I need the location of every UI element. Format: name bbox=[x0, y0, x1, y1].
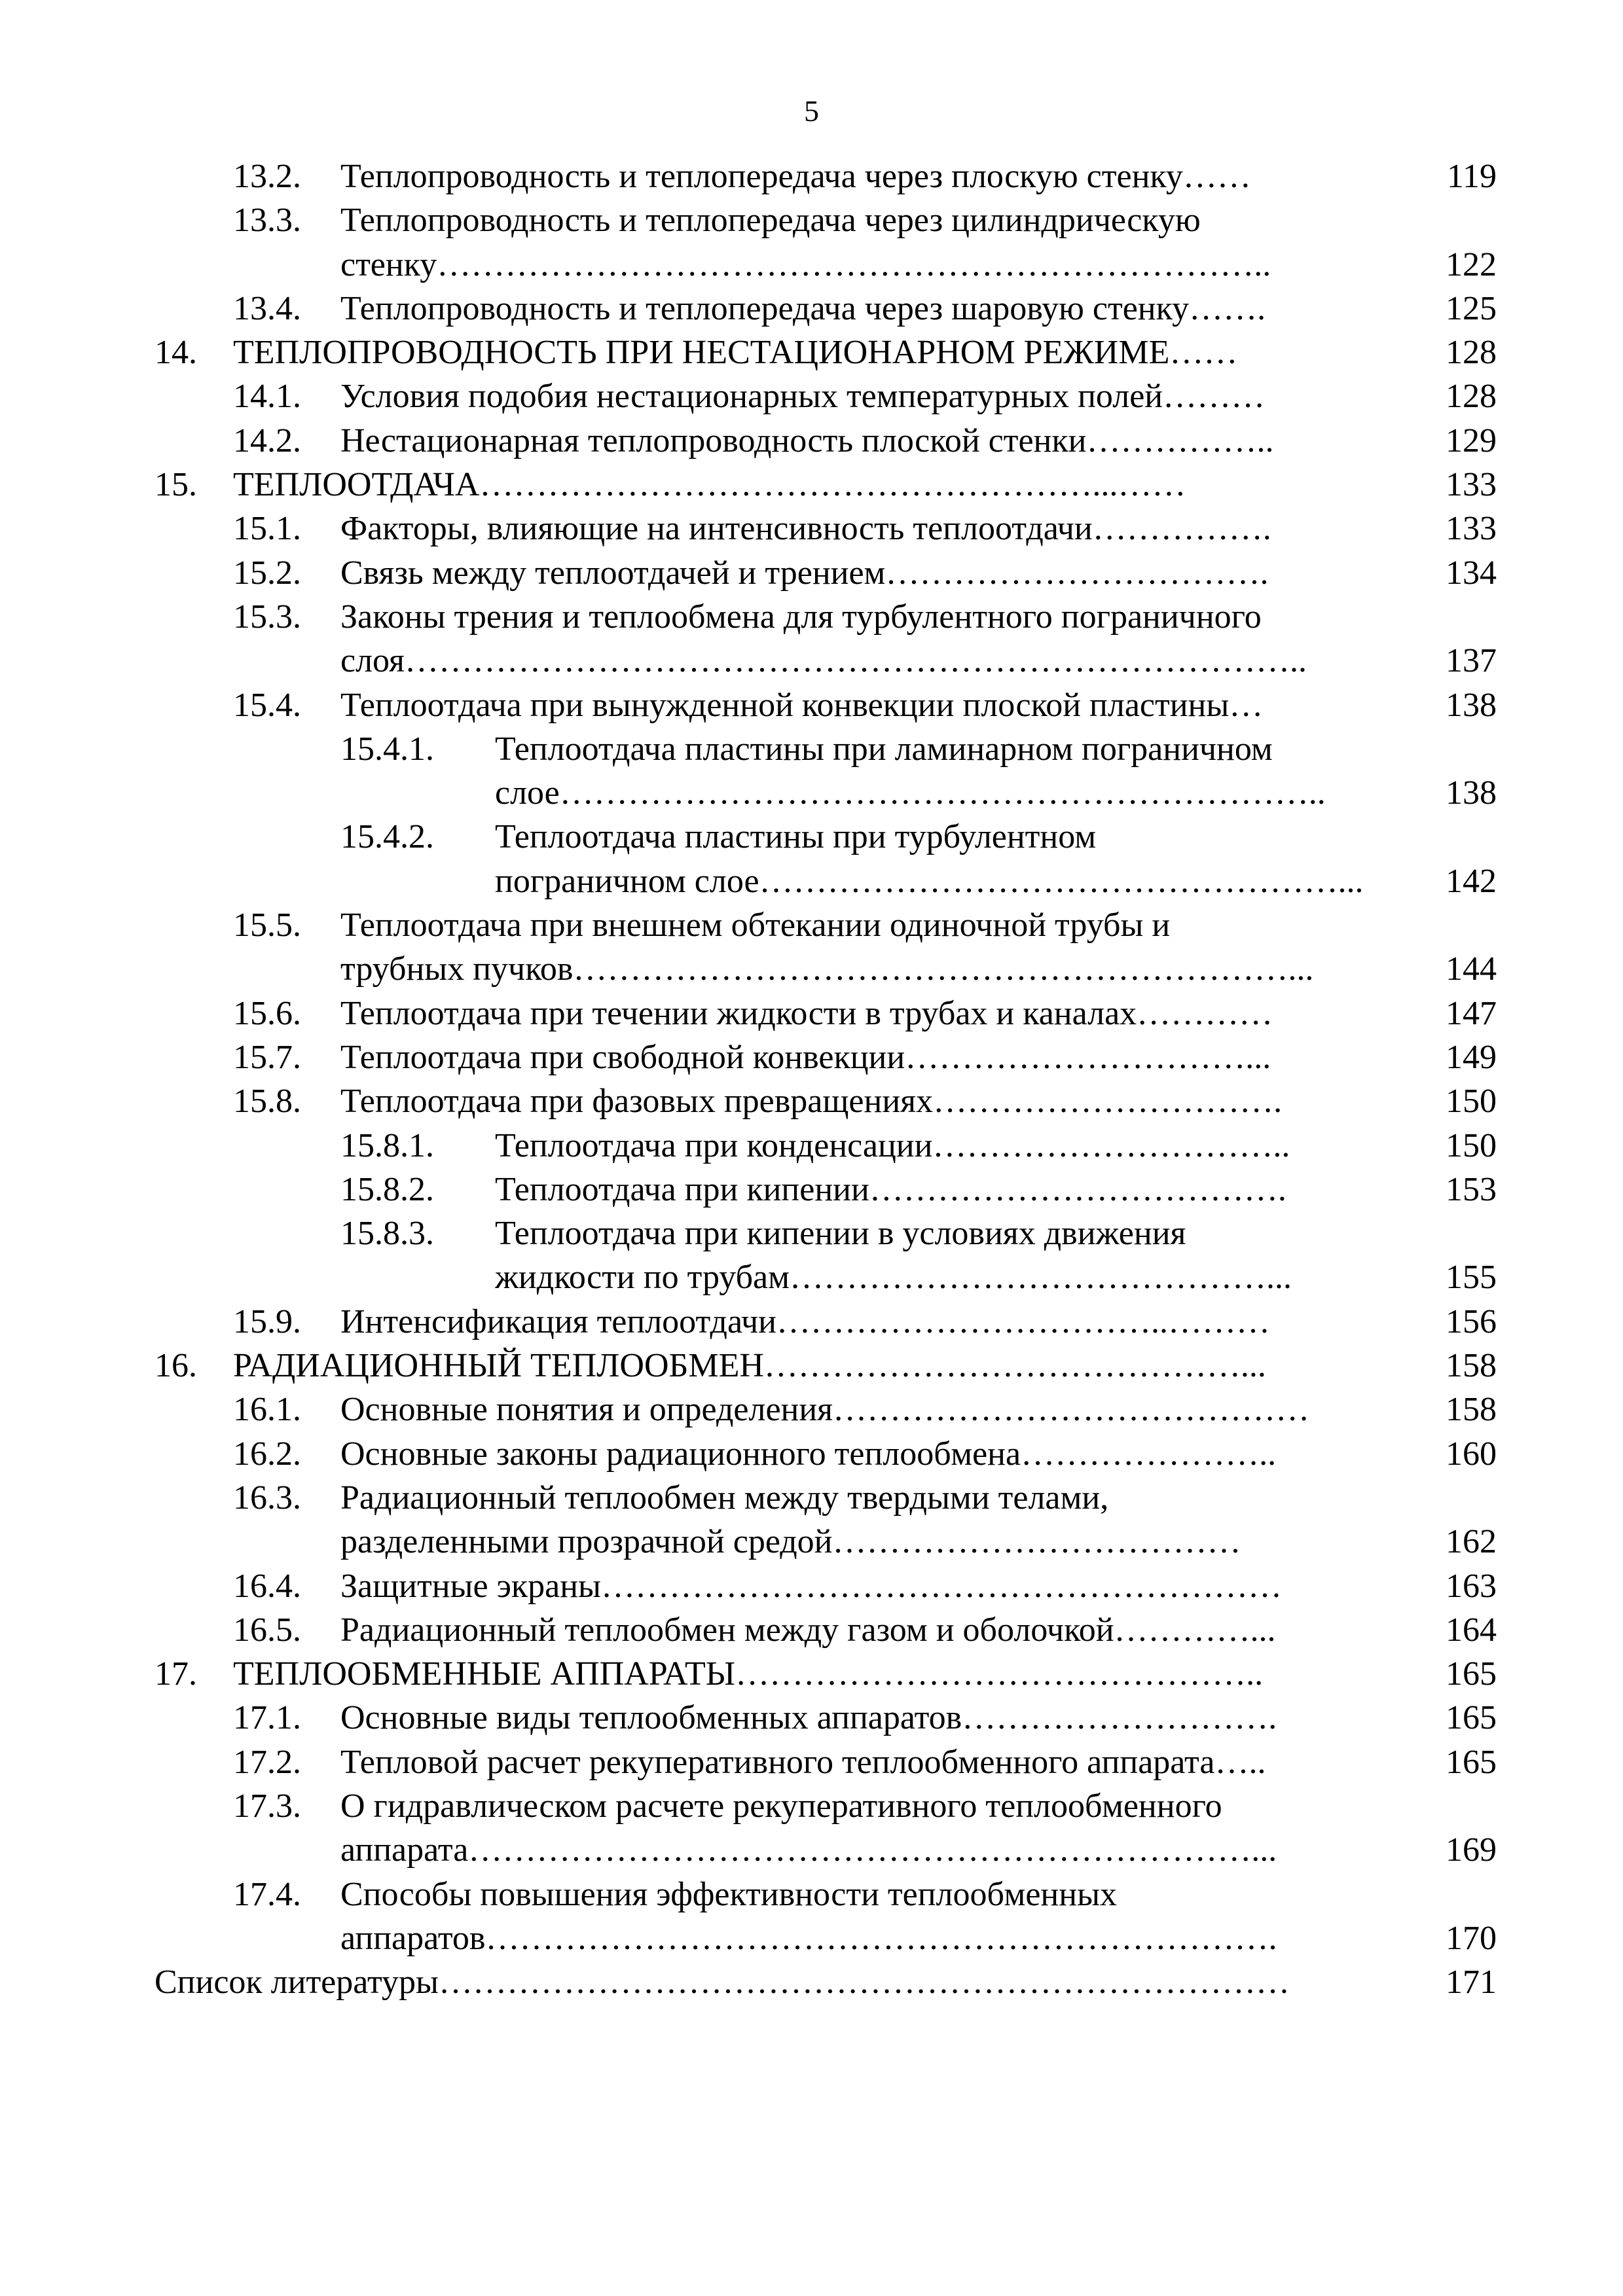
toc-entry-number: 14.2. bbox=[233, 422, 301, 459]
table-of-contents bbox=[155, 154, 1497, 2004]
toc-entry-title: Теплоотдача при кипении………………………………. bbox=[495, 1170, 1286, 1208]
toc-chapter[interactable] bbox=[155, 463, 1497, 507]
toc-subentry[interactable] bbox=[155, 1124, 1497, 1168]
toc-entry-title: Теплоотдача пластины при ламинарном пограничном bbox=[495, 730, 1273, 768]
toc-entry-number: 15.9. bbox=[233, 1302, 301, 1340]
toc-entry-number: 14. bbox=[155, 334, 197, 372]
toc-entry-title: Теплопроводность и теплопередача через шаровую стенку……. bbox=[340, 289, 1266, 327]
toc-entry-title: Нестационарная теплопроводность плоской стенки…………….. bbox=[340, 422, 1274, 459]
toc-entry-title: Теплопроводность и теплопередача через цилиндрическую bbox=[340, 202, 1201, 240]
toc-entry-title: ТЕПЛООТДАЧА………………………………………………...…… bbox=[233, 466, 1186, 504]
toc-entry[interactable] bbox=[155, 198, 1497, 242]
toc-subentry[interactable] bbox=[155, 1168, 1497, 1211]
toc-subentry[interactable] bbox=[155, 815, 1497, 859]
toc-chapter[interactable] bbox=[155, 1344, 1497, 1388]
toc-entry-number: 15.7. bbox=[233, 1038, 301, 1076]
toc-entry[interactable] bbox=[155, 683, 1497, 727]
toc-entry-title: слое………………………………………………………….. bbox=[495, 774, 1326, 812]
toc-entry-page: 129 bbox=[1446, 422, 1497, 459]
toc-entry-number: 15.8.3. bbox=[340, 1215, 434, 1253]
toc-entry-page: 147 bbox=[1446, 994, 1497, 1032]
toc-subentry[interactable] bbox=[155, 727, 1497, 771]
toc-entry-title: Условия подобия нестационарных температурных полей……… bbox=[340, 378, 1266, 416]
toc-entry-continuation[interactable] bbox=[155, 859, 1497, 903]
toc-entry[interactable] bbox=[155, 287, 1497, 331]
toc-entry-number: 16.3. bbox=[233, 1479, 301, 1516]
toc-entry-page: 133 bbox=[1446, 510, 1497, 548]
toc-entry-page: 160 bbox=[1446, 1435, 1497, 1473]
toc-entry[interactable] bbox=[155, 1564, 1497, 1608]
toc-entry[interactable] bbox=[155, 903, 1497, 947]
toc-entry-number: 15.8.2. bbox=[340, 1170, 434, 1208]
toc-entry-number: 17.1. bbox=[233, 1699, 301, 1737]
toc-subentry[interactable] bbox=[155, 1211, 1497, 1255]
toc-chapter[interactable] bbox=[155, 1652, 1497, 1696]
toc-entry-page: 150 bbox=[1446, 1126, 1497, 1164]
toc-entry-title: разделенными прозрачной средой……………………………… bbox=[340, 1523, 1241, 1561]
toc-entry-page: 142 bbox=[1446, 862, 1497, 900]
toc-entry-page: 150 bbox=[1446, 1083, 1497, 1121]
toc-entry-number: 13.2. bbox=[233, 158, 301, 195]
toc-entry-page: 138 bbox=[1446, 686, 1497, 724]
toc-entry-title: Связь между теплоотдачей и трением……………………………. bbox=[340, 554, 1269, 592]
toc-entry-page: 169 bbox=[1446, 1831, 1497, 1869]
toc-entry-title: Радиационный теплообмен между газом и оболочкой…………... bbox=[340, 1611, 1276, 1649]
toc-entry-page: 138 bbox=[1446, 774, 1497, 812]
toc-entry-number: 15.8. bbox=[233, 1083, 301, 1121]
toc-entry-continuation[interactable] bbox=[155, 1916, 1497, 1960]
toc-entry-title: Радиационный теплообмен между твердыми телами, bbox=[340, 1479, 1109, 1516]
toc-entry-title: Теплоотдача пластины при турбулентном bbox=[495, 818, 1097, 856]
toc-entry-number: 14.1. bbox=[233, 378, 301, 416]
toc-entry[interactable] bbox=[155, 1740, 1497, 1784]
toc-entry-title: Теплоотдача при вынужденной конвекции плоской пластины… bbox=[340, 686, 1264, 724]
toc-entry-title: жидкости по трубам……………………………………... bbox=[495, 1259, 1292, 1297]
toc-entry-title: РАДИАЦИОННЫЙ ТЕПЛООБМЕН……………………………………... bbox=[233, 1347, 1266, 1385]
page-number: 5 bbox=[804, 94, 819, 128]
toc-entry-page: 153 bbox=[1446, 1170, 1497, 1208]
toc-entry-page: 128 bbox=[1446, 334, 1497, 372]
toc-entry-number: 17. bbox=[155, 1655, 197, 1693]
toc-entry-number: 15.4. bbox=[233, 686, 301, 724]
toc-entry-title: стенку……………………………………………………………….. bbox=[340, 245, 1271, 283]
toc-entry-title: Интенсификация теплоотдачи……………………………..……… bbox=[340, 1302, 1270, 1340]
toc-entry-page: 158 bbox=[1446, 1347, 1497, 1385]
toc-entry-page: 134 bbox=[1446, 554, 1497, 592]
toc-entry-title: Способы повышения эффективности теплообменных bbox=[340, 1875, 1118, 1913]
toc-entry-page: 133 bbox=[1446, 466, 1497, 504]
toc-entry-page: 165 bbox=[1446, 1699, 1497, 1737]
toc-entry-title: Список литературы………………………………………………………………… bbox=[155, 1964, 1290, 2001]
toc-entry-page: 163 bbox=[1446, 1567, 1497, 1605]
toc-chapter[interactable] bbox=[155, 331, 1497, 374]
toc-bibliography[interactable] bbox=[155, 1960, 1497, 2004]
toc-entry-number: 16.1. bbox=[233, 1391, 301, 1429]
toc-entry[interactable] bbox=[155, 1696, 1497, 1740]
toc-entry-title: Теплопроводность и теплопередача через плоскую стенку…… bbox=[340, 158, 1251, 195]
toc-entry-title: Основные законы радиационного теплообмена………………….. bbox=[340, 1435, 1277, 1473]
toc-entry-title: Основные виды теплообменных аппаратов………………………. bbox=[340, 1699, 1277, 1737]
toc-entry-number: 15.8.1. bbox=[340, 1126, 434, 1164]
toc-entry-page: 164 bbox=[1446, 1611, 1497, 1649]
toc-entry-title: аппарата……………………………………………………………... bbox=[340, 1831, 1277, 1869]
toc-entry-page: 170 bbox=[1446, 1919, 1497, 1957]
toc-entry-number: 15.6. bbox=[233, 994, 301, 1032]
toc-entry-title: трубных пучков………………………………………………………... bbox=[340, 950, 1314, 988]
toc-entry-page: 158 bbox=[1446, 1391, 1497, 1429]
toc-entry[interactable] bbox=[155, 1079, 1497, 1123]
toc-entry-continuation[interactable] bbox=[155, 771, 1497, 815]
toc-entry-continuation[interactable] bbox=[155, 1255, 1497, 1299]
toc-entry-continuation[interactable] bbox=[155, 1828, 1497, 1872]
toc-entry-page: 125 bbox=[1446, 289, 1497, 327]
toc-entry-number: 15.3. bbox=[233, 598, 301, 636]
toc-entry-title: Теплоотдача при свободной конвекции…………………………... bbox=[340, 1038, 1271, 1076]
toc-entry-number: 16. bbox=[155, 1347, 197, 1385]
toc-entry-page: 128 bbox=[1446, 378, 1497, 416]
toc-entry-page: 165 bbox=[1446, 1743, 1497, 1781]
toc-entry-page: 165 bbox=[1446, 1655, 1497, 1693]
toc-entry-title: Основные понятия и определения…………………………………… bbox=[340, 1391, 1310, 1429]
toc-entry[interactable] bbox=[155, 992, 1497, 1035]
toc-entry-number: 13.3. bbox=[233, 202, 301, 240]
toc-entry[interactable] bbox=[155, 1608, 1497, 1652]
toc-entry-title: ТЕПЛОПРОВОДНОСТЬ ПРИ НЕСТАЦИОНАРНОМ РЕЖИМЕ…… bbox=[233, 334, 1238, 372]
toc-entry-page: 122 bbox=[1446, 245, 1497, 283]
toc-entry[interactable] bbox=[155, 1432, 1497, 1476]
toc-entry-page: 155 bbox=[1446, 1259, 1497, 1297]
toc-entry-number: 17.4. bbox=[233, 1875, 301, 1913]
toc-entry-title: ТЕПЛООБМЕННЫЕ АППАРАТЫ……………………………………….. bbox=[233, 1655, 1264, 1693]
toc-entry[interactable] bbox=[155, 1035, 1497, 1079]
toc-entry-continuation[interactable] bbox=[155, 947, 1497, 991]
toc-entry-continuation[interactable] bbox=[155, 1520, 1497, 1564]
toc-entry[interactable] bbox=[155, 1300, 1497, 1344]
toc-entry-page: 171 bbox=[1446, 1964, 1497, 2001]
toc-entry-page: 119 bbox=[1446, 158, 1497, 195]
toc-entry-number: 15. bbox=[155, 466, 197, 504]
toc-entry-page: 149 bbox=[1446, 1038, 1497, 1076]
toc-entry[interactable] bbox=[155, 419, 1497, 463]
toc-entry[interactable] bbox=[155, 1873, 1497, 1916]
toc-entry-continuation[interactable] bbox=[155, 639, 1497, 683]
toc-entry-number: 17.3. bbox=[233, 1787, 301, 1825]
toc-entry[interactable] bbox=[155, 507, 1497, 550]
toc-entry-title: Защитные экраны…………………………………………………… bbox=[340, 1567, 1282, 1605]
toc-entry[interactable] bbox=[155, 154, 1497, 198]
toc-entry-number: 16.5. bbox=[233, 1611, 301, 1649]
toc-entry-title: пограничном слое……………………………………………... bbox=[495, 862, 1364, 900]
toc-entry-continuation[interactable] bbox=[155, 243, 1497, 287]
toc-entry-title: Теплоотдача при фазовых превращениях…………………………. bbox=[340, 1083, 1283, 1121]
toc-entry-number: 17.2. bbox=[233, 1743, 301, 1781]
toc-entry-page: 162 bbox=[1446, 1523, 1497, 1561]
toc-entry-title: Теплоотдача при внешнем обтекании одиночной трубы и bbox=[340, 906, 1171, 944]
toc-entry-title: О гидравлическом расчете рекуперативного теплообменного bbox=[340, 1787, 1222, 1825]
toc-entry[interactable] bbox=[155, 1388, 1497, 1431]
toc-entry-title: Законы трения и теплообмена для турбулентного пограничного bbox=[340, 598, 1262, 636]
toc-entry-page: 144 bbox=[1446, 950, 1497, 988]
toc-entry[interactable] bbox=[155, 374, 1497, 418]
toc-entry-number: 15.5. bbox=[233, 906, 301, 944]
toc-entry[interactable] bbox=[155, 1476, 1497, 1520]
toc-entry-number: 16.4. bbox=[233, 1567, 301, 1605]
toc-entry-title: Теплоотдача при конденсации………………………….. bbox=[495, 1126, 1290, 1164]
toc-entry-title: Теплоотдача при течении жидкости в трубах и каналах………… bbox=[340, 994, 1273, 1032]
toc-entry-number: 15.1. bbox=[233, 510, 301, 548]
toc-entry-title: аппаратов……………………………………………………………. bbox=[340, 1919, 1277, 1957]
toc-entry-number: 16.2. bbox=[233, 1435, 301, 1473]
toc-entry[interactable] bbox=[155, 595, 1497, 639]
toc-entry-number: 15.2. bbox=[233, 554, 301, 592]
toc-entry[interactable] bbox=[155, 551, 1497, 595]
toc-entry-title: Теплоотдача при кипении в условиях движения bbox=[495, 1215, 1186, 1253]
toc-entry-title: Тепловой расчет рекуперативного теплообменного аппарата….. bbox=[340, 1743, 1266, 1781]
toc-entry-title: слоя…………………………………………………………………….. bbox=[340, 642, 1307, 680]
toc-entry-number: 15.4.1. bbox=[340, 730, 434, 768]
toc-entry[interactable] bbox=[155, 1784, 1497, 1828]
toc-entry-number: 13.4. bbox=[233, 289, 301, 327]
toc-entry-page: 137 bbox=[1446, 642, 1497, 680]
toc-entry-title: Факторы, влияющие на интенсивность теплоотдачи……………. bbox=[340, 510, 1271, 548]
toc-entry-number: 15.4.2. bbox=[340, 818, 434, 856]
toc-entry-page: 156 bbox=[1446, 1302, 1497, 1340]
